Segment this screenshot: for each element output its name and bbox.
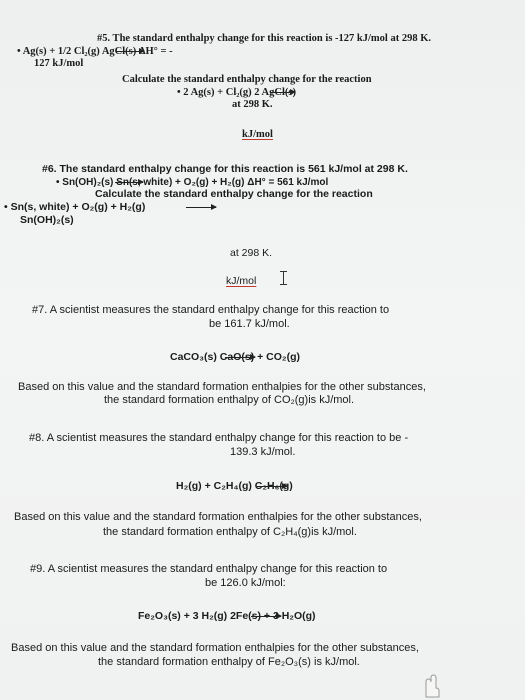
q6-reaction: • Sn(OH)₂(s) Sn(s, white) + O₂(g) + H₂(g) ΔH° = 561 kJ/mol bbox=[56, 177, 329, 188]
q9-line1: #9. A scientist measures the standard enthalpy change for this reaction to bbox=[30, 563, 388, 575]
q7-line2: be 161.7 kJ/mol. bbox=[209, 318, 290, 330]
q6-arrow1 bbox=[115, 182, 143, 183]
q5-arrow2 bbox=[271, 92, 295, 93]
q7-based1: Based on this value and the standard formation enthalpies for the other substances, bbox=[18, 381, 426, 393]
q5-temp: at 298 K. bbox=[232, 99, 273, 110]
q8-arrow bbox=[257, 486, 287, 487]
q5-arrow bbox=[116, 51, 144, 52]
q6-reaction2a: • Sn(s, white) + O₂(g) + H₂(g) bbox=[4, 201, 146, 213]
q5-calc: Calculate the standard enthalpy change for the reaction bbox=[122, 74, 372, 85]
text-cursor-icon bbox=[283, 271, 291, 285]
q8-based2: the standard formation enthalpy of C₂H₄(g)is kJ/mol. bbox=[103, 526, 357, 538]
q8-line2: 139.3 kJ/mol. bbox=[230, 446, 296, 458]
q7-based2: the standard formation enthalpy of CO₂(g)is kJ/mol. bbox=[104, 394, 355, 406]
q6-calc: Calculate the standard enthalpy change for the reaction bbox=[95, 188, 373, 200]
q5-line1: #5. The standard enthalpy change for this reaction is -127 kJ/mol at 298 K. bbox=[97, 33, 431, 44]
q8-reaction: H₂(g) + C₂H₄(g) C₂H₆(g) bbox=[176, 480, 293, 492]
q9-based2: the standard formation enthalpy of Fe₂O₃(s) is kJ/mol. bbox=[98, 656, 360, 668]
q6-line1: #6. The standard enthalpy change for this reaction is 561 kJ/mol at 298 K. bbox=[42, 163, 408, 175]
q9-reaction: Fe₂O₃(s) + 3 H₂(g) 2Fe(s) + 3 H₂O(g) bbox=[138, 610, 316, 622]
q5-reaction2: • 2 Ag(s) + Cl₂(g) 2 AgCl(s) bbox=[177, 87, 296, 98]
q7-arrow bbox=[225, 357, 255, 358]
hand-pointer-icon bbox=[419, 674, 441, 698]
q8-line1: #8. A scientist measures the standard enthalpy change for this reaction to be - bbox=[29, 432, 409, 444]
q6-unit: kJ/mol bbox=[226, 275, 257, 287]
q9-arrow bbox=[251, 616, 281, 617]
q9-line2: be 126.0 kJ/mol: bbox=[205, 577, 286, 589]
q7-line1: #7. A scientist measures the standard enthalpy change for this reaction to bbox=[32, 304, 390, 316]
q8-based1: Based on this value and the standard formation enthalpies for the other substances, bbox=[14, 511, 422, 523]
q6-arrow bbox=[186, 207, 216, 208]
q5-unit: kJ/mol bbox=[242, 129, 273, 140]
q5-value: 127 kJ/mol bbox=[34, 58, 84, 69]
q5-reaction: • Ag(s) + 1/2 Cl₂(g) AgCl(s) ΔH° = - bbox=[17, 46, 173, 57]
q7-reaction: CaCO₃(s) CaO(s) + CO₂(g) bbox=[170, 351, 300, 363]
q9-based1: Based on this value and the standard formation enthalpies for the other substances, bbox=[11, 642, 419, 654]
q6-temp: at 298 K. bbox=[230, 247, 273, 259]
q6-reaction2b: Sn(OH)₂(s) bbox=[20, 214, 74, 226]
